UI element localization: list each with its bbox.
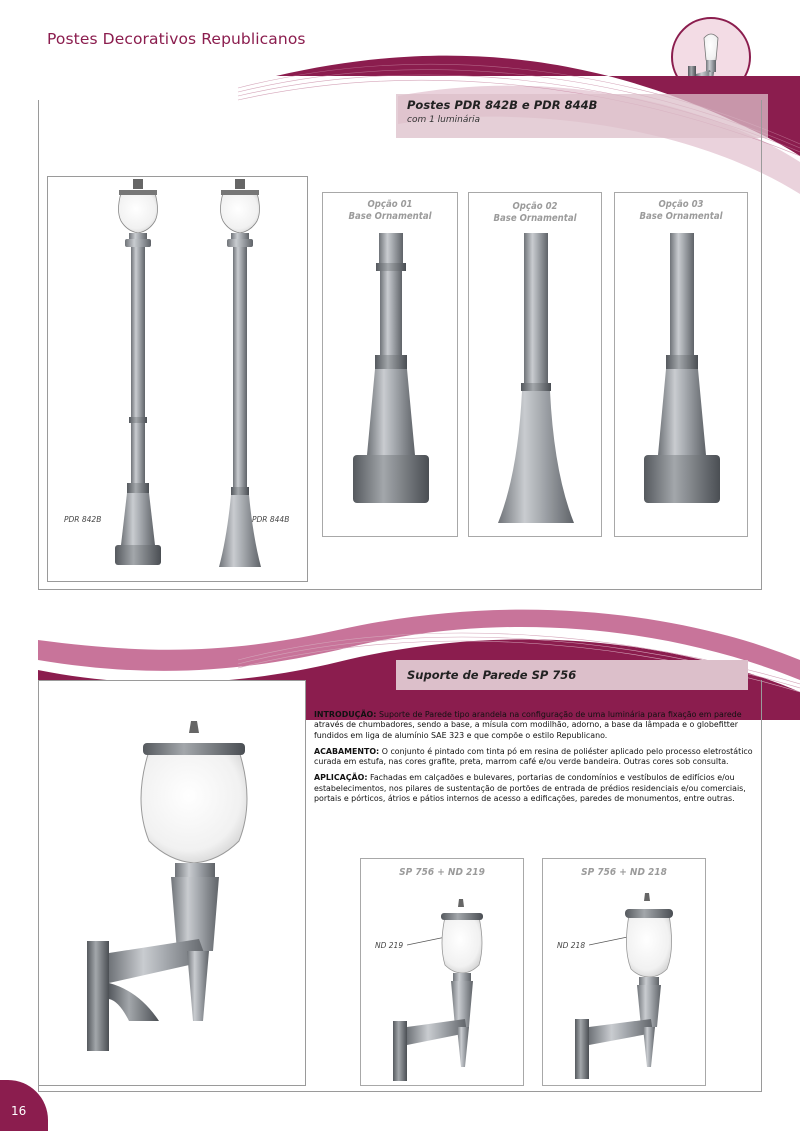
paragraph-aplicacao [314,773,762,804]
variant-nd218-image [569,893,689,1085]
option-label-line2: Base Ornamental [639,211,723,222]
registered-mark: ® [138,81,147,89]
option-card-02 [468,192,602,537]
wall-bracket-panel [38,680,306,1086]
wall-bracket-sp756-image [79,721,279,1061]
option-label-line1: Opção 02 [512,201,558,212]
pole-label: PDR 842B [64,515,102,524]
pole-label: PDR 844B [252,515,290,524]
logo-text: NL NEWLUX [48,81,139,97]
section1-subtitle: com 1 luminária [407,115,481,125]
base-option-02-image [490,233,582,533]
paragraph-label: APLICAÇÃO: [314,773,368,783]
description-text [314,710,762,810]
section1-title: Postes PDR 842B e PDR 844B [407,98,598,112]
pole-pdr-842b-image [103,177,173,577]
paragraph-introducao [314,710,762,741]
poles-panel [47,176,308,582]
page-number: 16 [11,1104,27,1118]
option-card-01 [322,192,458,537]
base-option-01-image [345,233,437,533]
page-title: Postes Decorativos Republicanos [47,30,306,48]
variant-card-nd219 [360,858,524,1086]
variant-title: SP 756 + ND 218 [581,867,667,878]
option-label-line1: Opção 03 [658,199,704,210]
paragraph-label: ACABAMENTO: [314,746,380,756]
variant-callout: ND 219 [375,941,404,950]
paragraph-label: INTRODUÇÃO: [314,710,377,719]
option-label-line1: Opção 01 [367,199,413,210]
paragraph-text: O conjunto é pintado com tinta pó em resina de poliéster aplicado pelo processo eletrostático curada em estufa, nas cores grafite, preta, marrom café e/ou verde bandeira. Outras cores sob consulta. [314,746,753,767]
option-label-line2: Base Ornamental [493,213,577,224]
section2-title: Suporte de Parede SP 756 [407,668,577,682]
paragraph-text: Fachadas em calçadões e bulevares, portarias de condomínios e vestíbulos de edifícios e/ou estabelecimentos, nos pilares de sustentação de portões de entrada de prédios residenciais e/ou comerciais, portais e pórticos, átrios e pátios internos de acesso a edificações, paredes de monumentos, entre outras. [314,773,746,804]
variant-card-nd218 [542,858,706,1086]
base-option-03-image [636,233,728,533]
paragraph-text: Suporte de Parede tipo arandela na configuração de uma luminária para fixação em parede através de chumbadores, sendo a base, a mísula com modilhão, adorno, a base da lâmpada e o globefitter fundidos em liga de alumínio SAE 323 e que compõe o estilo Republicano. [314,710,742,740]
option-label-line2: Base Ornamental [348,211,432,222]
variant-title: SP 756 + ND 219 [399,867,485,878]
paragraph-acabamento [314,747,762,768]
option-card-03 [614,192,748,537]
brand-logo [48,81,146,96]
variant-nd219-image [387,899,507,1085]
variant-callout: ND 218 [557,941,586,950]
